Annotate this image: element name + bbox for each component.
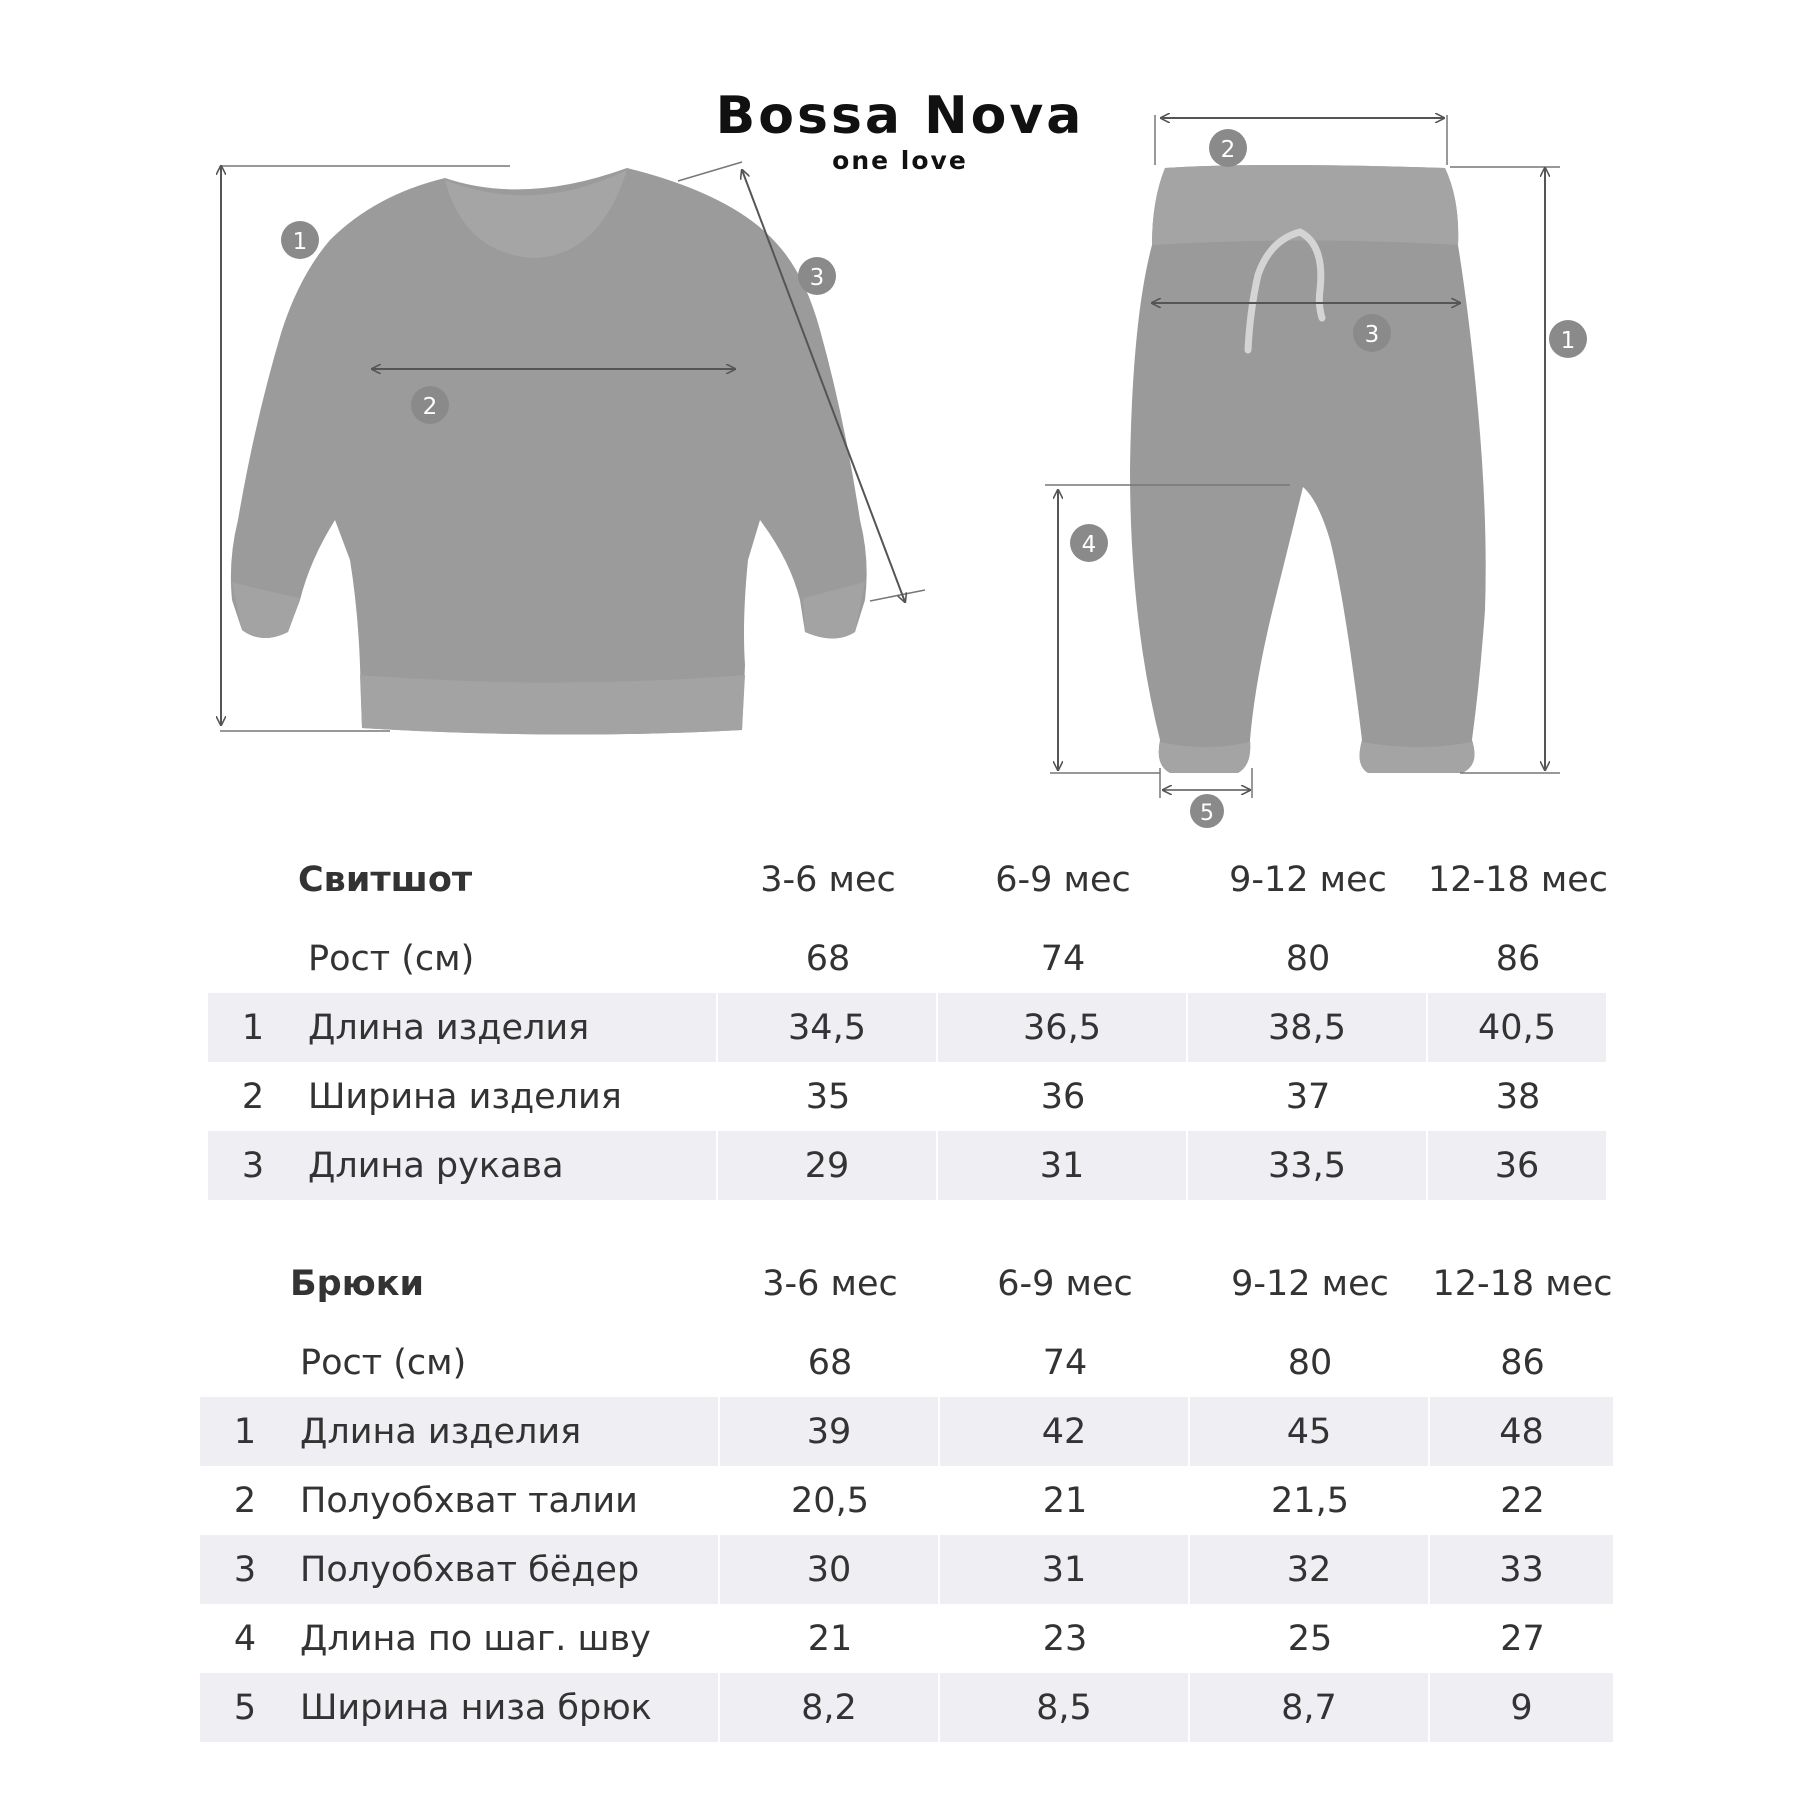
marker-label: 4 bbox=[1081, 532, 1097, 558]
table-cell: 9 bbox=[1430, 1673, 1615, 1742]
size-header: 3-6 мес bbox=[760, 860, 896, 900]
table-cell: 86 bbox=[1495, 938, 1541, 979]
marker-label: 3 bbox=[1364, 322, 1380, 348]
table-cell: 86 bbox=[1500, 1342, 1545, 1383]
table-cell: 42 bbox=[940, 1397, 1190, 1466]
table-cell: 68 bbox=[805, 938, 851, 979]
table-header-row bbox=[200, 1240, 1615, 1328]
marker-circle bbox=[281, 221, 319, 259]
pants-size-table bbox=[200, 1240, 1615, 1742]
table-cell: 32 bbox=[1190, 1535, 1430, 1604]
table-cell: 48 bbox=[1430, 1397, 1615, 1466]
size-header: 9-12 мес bbox=[1229, 860, 1387, 900]
table-cell: 80 bbox=[1285, 938, 1331, 979]
table-cell: 74 bbox=[1042, 1342, 1088, 1383]
row-label: Длина по шаг. шву bbox=[300, 1618, 651, 1659]
table-cell: 80 bbox=[1287, 1342, 1333, 1383]
pants-illustration bbox=[1045, 115, 1587, 828]
marker-label: 2 bbox=[1220, 137, 1236, 163]
table-row bbox=[208, 924, 1608, 993]
row-label: Ширина изделия bbox=[308, 1076, 622, 1117]
section-title: Свитшот bbox=[298, 860, 473, 900]
table-cell: 23 bbox=[1042, 1618, 1088, 1659]
row-number: 1 bbox=[200, 1397, 290, 1466]
marker-circle bbox=[798, 257, 836, 295]
table-cell: 27 bbox=[1500, 1618, 1545, 1659]
size-header: 3-6 мес bbox=[762, 1264, 898, 1304]
marker-circle bbox=[1190, 794, 1224, 828]
table-row bbox=[200, 1397, 1615, 1466]
row-label: Рост (см) bbox=[308, 938, 475, 979]
table-cell: 31 bbox=[940, 1535, 1190, 1604]
table-cell: 36 bbox=[1040, 1076, 1086, 1117]
table-cell: 8,5 bbox=[940, 1673, 1190, 1742]
sweatshirt-size-table bbox=[208, 836, 1608, 1200]
table-cell: 35 bbox=[805, 1076, 851, 1117]
table-row bbox=[200, 1328, 1615, 1397]
size-header: 9-12 мес bbox=[1231, 1264, 1389, 1304]
table-header-row bbox=[208, 836, 1608, 924]
table-cell: 29 bbox=[718, 1131, 938, 1200]
table-cell: 31 bbox=[938, 1131, 1188, 1200]
row-label: Полуобхват бёдер bbox=[290, 1535, 720, 1604]
table-cell: 40,5 bbox=[1428, 993, 1608, 1062]
table-row bbox=[200, 1466, 1615, 1535]
table-cell: 33,5 bbox=[1188, 1131, 1428, 1200]
row-label: Длина изделия bbox=[298, 993, 718, 1062]
table-row bbox=[208, 1062, 1608, 1131]
marker-label: 5 bbox=[1200, 801, 1214, 826]
pants-body bbox=[1130, 165, 1486, 773]
table-cell: 37 bbox=[1285, 1076, 1331, 1117]
row-label: Рост (см) bbox=[300, 1342, 467, 1383]
row-number: 3 bbox=[208, 1131, 298, 1200]
table-row bbox=[200, 1673, 1615, 1742]
table-cell: 38 bbox=[1495, 1076, 1541, 1117]
marker-circle bbox=[1070, 524, 1108, 562]
table-cell: 36 bbox=[1428, 1131, 1608, 1200]
marker-label: 2 bbox=[422, 394, 438, 420]
row-number: 2 bbox=[233, 1480, 257, 1521]
marker-circle bbox=[1549, 320, 1587, 358]
table-cell: 21 bbox=[807, 1618, 853, 1659]
brand-tagline: one love bbox=[832, 146, 968, 175]
table-cell: 45 bbox=[1190, 1397, 1430, 1466]
marker-circle bbox=[1353, 314, 1391, 352]
table-row bbox=[200, 1535, 1615, 1604]
marker-label: 1 bbox=[1560, 328, 1576, 354]
table-cell: 74 bbox=[1040, 938, 1086, 979]
row-number: 5 bbox=[200, 1673, 290, 1742]
size-header: 6-9 мес bbox=[995, 860, 1131, 900]
table-cell: 8,2 bbox=[720, 1673, 940, 1742]
sweatshirt-hem bbox=[360, 675, 745, 735]
row-number: 2 bbox=[241, 1076, 265, 1117]
brand-name: Bossa Nova bbox=[715, 86, 1085, 146]
table-cell: 21,5 bbox=[1271, 1480, 1349, 1521]
table-cell: 25 bbox=[1287, 1618, 1333, 1659]
table-row bbox=[208, 993, 1608, 1062]
row-number: 4 bbox=[233, 1618, 257, 1659]
table-cell: 38,5 bbox=[1188, 993, 1428, 1062]
table-cell: 39 bbox=[720, 1397, 940, 1466]
size-header: 6-9 мес bbox=[997, 1264, 1133, 1304]
marker-circle bbox=[1209, 129, 1247, 167]
marker-label: 1 bbox=[292, 229, 308, 255]
table-cell: 68 bbox=[807, 1342, 853, 1383]
table-cell: 30 bbox=[720, 1535, 940, 1604]
table-row bbox=[208, 1131, 1608, 1200]
table-cell: 36,5 bbox=[938, 993, 1188, 1062]
table-cell: 34,5 bbox=[718, 993, 938, 1062]
table-cell: 20,5 bbox=[791, 1480, 869, 1521]
row-number: 3 bbox=[200, 1535, 290, 1604]
size-header: 12-18 мес bbox=[1432, 1264, 1613, 1304]
size-header: 12-18 мес bbox=[1428, 860, 1609, 900]
row-label: Длина рукава bbox=[298, 1131, 718, 1200]
marker-label: 3 bbox=[809, 265, 825, 291]
row-number: 1 bbox=[208, 993, 298, 1062]
table-row bbox=[200, 1604, 1615, 1673]
table-cell: 33 bbox=[1430, 1535, 1615, 1604]
row-label: Ширина низа брюк bbox=[290, 1673, 720, 1742]
row-label: Длина изделия bbox=[290, 1397, 720, 1466]
marker-circle bbox=[411, 386, 449, 424]
section-title: Брюки bbox=[290, 1264, 425, 1304]
table-cell: 22 bbox=[1500, 1480, 1545, 1521]
table-cell: 21 bbox=[1042, 1480, 1088, 1521]
sweatshirt-illustration bbox=[220, 162, 925, 735]
table-cell: 8,7 bbox=[1190, 1673, 1430, 1742]
row-label: Полуобхват талии bbox=[300, 1480, 638, 1521]
garment-illustrations bbox=[0, 0, 1800, 840]
